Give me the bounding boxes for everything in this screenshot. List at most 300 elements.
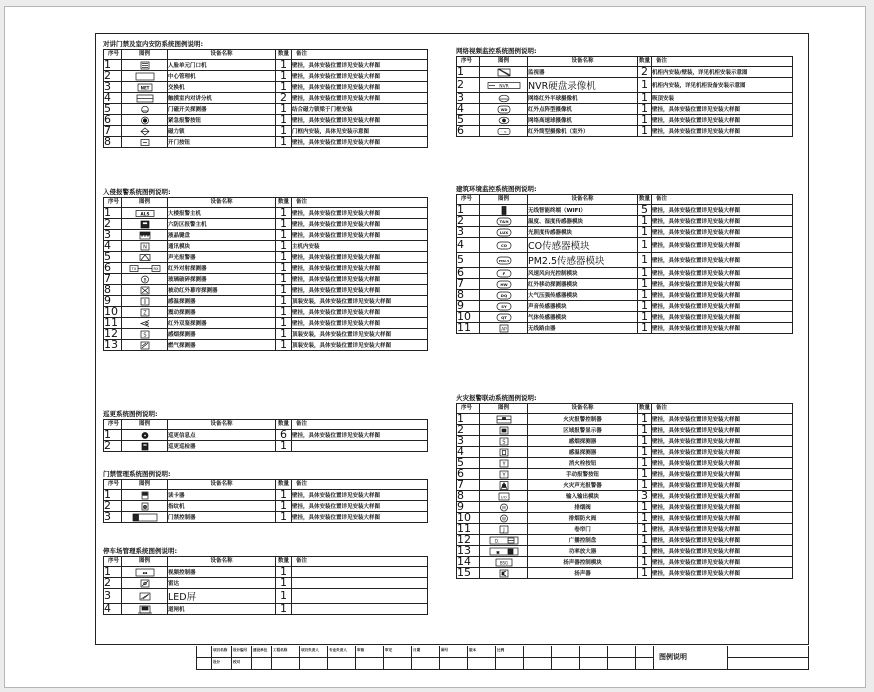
blank-rect-icon [122, 71, 168, 82]
device-name: 大气压强传感器模块 [528, 290, 638, 301]
row-number: 1 [457, 67, 480, 78]
device-name: 红外对射探测器 [168, 263, 276, 274]
row-number: 9 [457, 502, 480, 513]
device-remark: 壁挂，具体安装位置详见安装大样图 [292, 430, 428, 441]
device-name: 震动探测器 [168, 307, 276, 318]
header-icon: 图例 [122, 480, 168, 490]
barrier-gate-icon-graphic [127, 605, 163, 614]
device-quantity: 2 [638, 67, 652, 78]
device-remark [292, 441, 428, 452]
header-no: 序号 [104, 420, 122, 430]
legend-table [103, 419, 428, 452]
table-row [457, 502, 793, 513]
row-number: 2 [457, 216, 480, 227]
device-quantity: 1 [638, 312, 652, 323]
row-number: 2 [104, 219, 122, 230]
device-remark: 壁挂，具体安装位置详见安装大样图 [292, 60, 428, 71]
z-box-icon-graphic [127, 308, 163, 317]
row-number: 6 [457, 268, 480, 279]
siren-icon-graphic [127, 253, 163, 262]
indoor-unit-icon-graphic [127, 94, 163, 103]
drawing-name: 图例说明 [659, 653, 687, 661]
table-row [457, 447, 793, 458]
table-row [104, 296, 428, 307]
device-name: 无线智能终端（WIFI） [528, 205, 638, 216]
header-icon: 图例 [480, 404, 528, 414]
title-block-divider [653, 646, 654, 669]
device-remark: 壁挂，具体安装位置详见安装大样图 [292, 490, 428, 501]
device-remark: 壁挂，具体安装位置详见安装大样图 [292, 318, 428, 329]
fire-host-icon [480, 414, 528, 425]
device-name: 读卡器 [168, 490, 276, 501]
device-name: 卷帘门 [528, 524, 638, 535]
barrier-gate-icon [122, 604, 168, 615]
device-quantity: 1 [276, 230, 292, 241]
table-row [104, 567, 428, 578]
device-remark: 壁挂，具体安装位置详见安装大样图 [652, 502, 793, 513]
row-number: 4 [457, 104, 480, 115]
device-remark: 吸顶安装 [652, 93, 793, 104]
table-row [104, 82, 428, 93]
device-quantity: 6 [276, 430, 292, 441]
svg-text:Y: Y [501, 472, 506, 478]
device-remark: 壁挂，具体安装位置详见安装大样图 [652, 535, 793, 546]
device-name: 排烟防火阀 [528, 513, 638, 524]
row-number: 6 [104, 115, 122, 126]
n-box-icon [122, 241, 168, 252]
title-block-cell: 图号 [441, 648, 449, 652]
row-number: 1 [457, 205, 480, 216]
table-row [104, 430, 428, 441]
device-quantity: 1 [638, 568, 652, 579]
device-remark: 门框内安装，具体见安装示意图 [292, 126, 428, 137]
device-quantity: 1 [276, 208, 292, 219]
table-row [104, 60, 428, 71]
patrol-point-icon [122, 430, 168, 441]
device-name: 扬声器 [528, 568, 638, 579]
table-row [104, 263, 428, 274]
section-title: 巡更系统图例说明: [103, 410, 158, 418]
device-quantity: 1 [276, 307, 292, 318]
fire-siren-icon [480, 480, 528, 491]
device-remark: 壁挂，具体安装位置详见安装大样图 [652, 568, 793, 579]
device-remark: 壁挂，具体安装位置详见安装大样图 [652, 425, 793, 436]
title-block [196, 646, 809, 670]
ap-icon [480, 323, 528, 334]
table-row [104, 252, 428, 263]
device-quantity: 1 [638, 425, 652, 436]
radar-icon [122, 578, 168, 589]
device-remark: 壁挂，具体安装位置详见安装大样图 [292, 208, 428, 219]
table-row [104, 93, 428, 104]
row-number: 13 [457, 546, 480, 557]
device-name: 手动报警按钮 [528, 469, 638, 480]
table-row [104, 441, 428, 452]
header-no: 序号 [457, 195, 480, 205]
device-name: 门磁开关探测器 [168, 104, 276, 115]
blank-rect-icon-graphic [127, 72, 163, 81]
header-icon: 图例 [122, 420, 168, 430]
row-number: 7 [457, 480, 480, 491]
device-quantity: 1 [276, 115, 292, 126]
device-quantity: 1 [638, 480, 652, 491]
svg-text:ALS: ALS [140, 210, 149, 216]
device-remark: 顶装安装，具体安装位置详见安装大样图 [292, 340, 428, 351]
device-remark: 结合磁力锁梁于门框安装 [292, 104, 428, 115]
wind-sensor-icon-graphic [486, 269, 522, 278]
svg-text:J: J [502, 527, 505, 533]
row-number: 4 [457, 447, 480, 458]
controller-icon-graphic [127, 513, 163, 522]
device-quantity: 1 [638, 290, 652, 301]
pm-sensor-icon-graphic [486, 256, 522, 265]
table-row [457, 268, 793, 279]
hydrant-button-icon-graphic [486, 459, 522, 468]
row-number: 3 [457, 436, 480, 447]
speed-dome-icon [480, 115, 528, 126]
keyboard-icon-graphic [127, 231, 163, 240]
smoke-box-icon [122, 329, 168, 340]
io-module-icon-graphic [486, 492, 522, 501]
header-no: 序号 [457, 404, 480, 414]
svg-text:PM2.5: PM2.5 [498, 258, 509, 263]
device-name: 排烟阀 [528, 502, 638, 513]
alarm-button-icon [122, 115, 168, 126]
device-quantity: 1 [638, 447, 652, 458]
legend-table [456, 403, 793, 579]
device-remark: 壁挂，具体安装位置详见安装大样图 [292, 230, 428, 241]
svg-text:▣: ▣ [495, 548, 500, 554]
row-number: 6 [104, 263, 122, 274]
gas-detector-icon-graphic [127, 341, 163, 350]
header-remark: 备注 [292, 198, 428, 208]
device-remark: 壁挂，具体安装位置详见安装大样图 [652, 216, 793, 227]
fire-display-icon [480, 425, 528, 436]
device-quantity: 1 [638, 268, 652, 279]
device-quantity: 1 [638, 253, 652, 268]
device-name: 感烟探测器 [168, 329, 276, 340]
row-number: 7 [104, 274, 122, 285]
device-remark [292, 589, 428, 604]
device-remark: 壁挂，具体安装位置详见安装大样图 [292, 71, 428, 82]
speaker-icon-graphic [486, 569, 522, 578]
device-quantity: 1 [638, 414, 652, 425]
device-name: 触摸室内对讲分机 [168, 93, 276, 104]
device-name: 输入输出模块 [528, 491, 638, 502]
svg-text:Y: Y [501, 461, 506, 467]
heat-detector-icon-graphic [127, 297, 163, 306]
header-qty: 数量 [638, 195, 652, 205]
device-remark: 壁挂，具体安装位置详见安装大样图 [652, 290, 793, 301]
fire-host-icon-graphic [486, 415, 522, 424]
exit-button-icon [122, 137, 168, 148]
device-remark: 机柜内安装，详见机柜设备安装示意图 [652, 78, 793, 93]
svg-text:LUX: LUX [499, 229, 508, 235]
device-name: 液晶键盘 [168, 230, 276, 241]
svg-text:RX: RX [153, 266, 158, 271]
device-remark: 壁挂，具体安装位置详见安装大样图 [652, 227, 793, 238]
device-quantity: 1 [276, 340, 292, 351]
device-quantity: 1 [638, 502, 652, 513]
dome-camera-icon-graphic [486, 94, 522, 103]
device-quantity: 1 [276, 285, 292, 296]
table-row [104, 71, 428, 82]
device-name: 网络红外半球摄像机 [528, 93, 638, 104]
sound-sensor-icon [480, 301, 528, 312]
table-row [104, 340, 428, 351]
gas-detector-icon [122, 340, 168, 351]
device-quantity: 1 [276, 82, 292, 93]
device-remark: 壁挂，具体安装位置详见安装大样图 [292, 307, 428, 318]
device-remark: 顶装安装，具体安装位置详见安装大样图 [292, 296, 428, 307]
device-name: 光照度传感器模块 [528, 227, 638, 238]
glass-break-icon [122, 274, 168, 285]
legend-table [103, 197, 428, 351]
header-remark: 备注 [652, 57, 793, 67]
row-number: 5 [457, 458, 480, 469]
table-row [457, 425, 793, 436]
table-row [104, 219, 428, 230]
table-row [457, 216, 793, 227]
table-row [457, 253, 793, 268]
svg-text:W: W [501, 515, 506, 521]
video-controller-icon [122, 567, 168, 578]
table-row [457, 78, 793, 93]
device-name: 视频控制器 [168, 567, 276, 578]
title-block-cell: 建设单位 [253, 648, 268, 652]
row-number: 1 [104, 60, 122, 71]
row-number: 5 [457, 115, 480, 126]
radar-icon-graphic [127, 579, 163, 588]
legend-table [103, 49, 428, 148]
device-quantity: 1 [276, 329, 292, 340]
header-qty: 数量 [276, 480, 292, 490]
led-screen-icon-graphic [127, 592, 163, 601]
title-block-cell: 项目名称 [213, 648, 228, 652]
row-number: 2 [457, 425, 480, 436]
header-remark: 备注 [652, 195, 793, 205]
ir-camera-icon-graphic [486, 127, 522, 136]
device-remark: 壁挂，具体安装位置详见安装大样图 [292, 252, 428, 263]
legend-table [456, 194, 793, 334]
section-title: 入侵报警系统图例说明: [103, 188, 171, 196]
fire-valve-icon [480, 513, 528, 524]
device-quantity: 1 [638, 469, 652, 480]
title-block-cell: 工程名称 [273, 648, 288, 652]
als-box-icon-graphic [127, 209, 163, 218]
title-block-cell: 校对 [233, 660, 241, 664]
header-name: 设备名称 [168, 50, 276, 60]
svg-text:S: S [501, 439, 506, 445]
video-controller-icon-graphic [127, 568, 163, 577]
header-remark: 备注 [292, 480, 428, 490]
row-number: 8 [457, 290, 480, 301]
device-name: 区域报警显示器 [528, 425, 638, 436]
table-row [457, 126, 793, 137]
device-name: 感温探测器 [168, 296, 276, 307]
title-block-divider [197, 657, 653, 658]
header-qty: 数量 [276, 198, 292, 208]
broadcast-panel-icon [480, 535, 528, 546]
row-number: 2 [104, 71, 122, 82]
device-remark: 壁挂，具体安装位置详见安装大样图 [652, 253, 793, 268]
infrared-icon-graphic [127, 319, 163, 328]
device-remark [292, 567, 428, 578]
header-qty: 数量 [276, 557, 292, 567]
bullet-camera-icon [480, 104, 528, 115]
title-block-cell: 比例 [497, 648, 505, 652]
device-remark [292, 604, 428, 615]
card-reader-icon-graphic [127, 491, 163, 500]
header-name: 设备名称 [168, 420, 276, 430]
row-number: 4 [457, 238, 480, 253]
device-name: 燃气探测器 [168, 340, 276, 351]
table-row [457, 546, 793, 557]
table-row [457, 458, 793, 469]
device-name: 指纹机 [168, 501, 276, 512]
patrol-reader-icon-graphic [127, 442, 163, 451]
ir-camera-icon [480, 126, 528, 137]
device-name: 通讯模块 [168, 241, 276, 252]
pm-sensor-icon [480, 253, 528, 268]
device-remark: 壁挂，具体安装位置详见安装大样图 [652, 480, 793, 491]
amplifier-icon-graphic [486, 547, 522, 556]
device-quantity: 1 [276, 252, 292, 263]
svg-text:Z: Z [142, 310, 147, 316]
fire-legend [456, 394, 792, 579]
speaker-icon [480, 568, 528, 579]
table-row [457, 205, 793, 216]
device-remark: 壁挂，具体安装位置详见安装大样图 [652, 301, 793, 312]
glass-break-icon-graphic [127, 275, 163, 284]
table-row [104, 115, 428, 126]
dual-tech-icon-graphic [127, 286, 163, 295]
device-quantity: 1 [276, 241, 292, 252]
table-row [457, 290, 793, 301]
table-row [457, 93, 793, 104]
device-name: 红外筒型摄像机（室外） [528, 126, 638, 137]
row-number: 5 [104, 104, 122, 115]
table-row [457, 104, 793, 115]
smoke-detector-icon [480, 436, 528, 447]
th-sensor-icon-graphic [486, 217, 522, 226]
co-sensor-icon-graphic [486, 241, 522, 250]
fire-valve-icon-graphic [486, 514, 522, 523]
header-no: 序号 [104, 557, 122, 567]
device-quantity: 1 [276, 567, 292, 578]
svg-text:SY: SY [500, 303, 507, 309]
row-number: 3 [104, 512, 122, 523]
header-name: 设备名称 [168, 557, 276, 567]
row-number: 2 [457, 78, 480, 93]
device-name: 开门按钮 [168, 137, 276, 148]
device-quantity: 1 [638, 301, 652, 312]
device-remark: 机柜内安装/壁装，详见机柜安装示意图 [652, 67, 793, 78]
row-number: 5 [104, 252, 122, 263]
row-number: 11 [457, 524, 480, 535]
device-quantity: 1 [276, 441, 292, 452]
device-quantity: 5 [638, 205, 652, 216]
table-row [104, 208, 428, 219]
title-block-divider [727, 657, 809, 658]
row-number: 7 [104, 126, 122, 137]
row-number: 2 [104, 578, 122, 589]
device-name: 巡更巡检器 [168, 441, 276, 452]
device-quantity: 1 [638, 238, 652, 253]
svg-text:AP: AP [500, 325, 507, 331]
device-name: 中心管理机 [168, 71, 276, 82]
device-quantity: 1 [276, 219, 292, 230]
row-number: 2 [104, 441, 122, 452]
header-name: 设备名称 [168, 480, 276, 490]
lux-sensor-icon [480, 227, 528, 238]
fire-siren-icon-graphic [486, 481, 522, 490]
damper-icon [480, 502, 528, 513]
manual-alarm-icon [480, 469, 528, 480]
svg-text:NET: NET [140, 84, 149, 90]
row-number: 11 [104, 318, 122, 329]
grid-panel-icon [122, 60, 168, 71]
device-name: 消火栓按钮 [528, 458, 638, 469]
device-name: 玻璃破碎探测器 [168, 274, 276, 285]
nvr-icon [480, 78, 528, 93]
dome-camera-icon [480, 93, 528, 104]
exit-button-icon-graphic [127, 138, 163, 147]
header-remark: 备注 [292, 50, 428, 60]
device-remark: 壁挂，具体安装位置详见安装大样图 [652, 115, 793, 126]
device-name: 磁力锁 [168, 126, 276, 137]
row-number: 5 [457, 253, 480, 268]
device-remark: 壁挂，具体安装位置详见安装大样图 [292, 501, 428, 512]
device-name: NVR硬盘录像机 [528, 78, 638, 93]
device-name: 交换机 [168, 82, 276, 93]
table-row [104, 512, 428, 523]
device-quantity: 1 [276, 318, 292, 329]
intercom-legend [103, 40, 427, 148]
table-row [104, 329, 428, 340]
device-name: PM2.5传感器模块 [528, 253, 638, 268]
row-number: 3 [104, 82, 122, 93]
sound-sensor-icon-graphic [486, 302, 522, 311]
svg-text:I/O: I/O [500, 493, 507, 499]
speed-dome-icon-graphic [486, 116, 522, 125]
device-remark: 壁挂，具体安装位置详见安装大样图 [292, 263, 428, 274]
svg-text:DQ: DQ [500, 292, 507, 298]
row-number: 15 [457, 568, 480, 579]
cctv-legend [456, 47, 792, 137]
gas-sensor-icon [480, 312, 528, 323]
header-qty: 数量 [638, 404, 652, 414]
device-quantity: 1 [638, 535, 652, 546]
device-remark: 壁挂，具体安装位置详见安装大样图 [652, 436, 793, 447]
device-name: 红外移动探测器模块 [528, 279, 638, 290]
device-quantity: 2 [276, 93, 292, 104]
table-row [104, 578, 428, 589]
row-number: 1 [457, 414, 480, 425]
table-row [457, 301, 793, 312]
device-remark: 壁挂，具体安装位置详见安装大样图 [292, 285, 428, 296]
broadcast-panel-icon-graphic [486, 536, 522, 545]
device-remark: 壁挂，具体安装位置详见安装大样图 [652, 546, 793, 557]
parking-legend [103, 547, 427, 615]
hdd-box-icon [480, 67, 528, 78]
section-title: 停车场管理系统图例说明: [103, 547, 178, 555]
header-qty: 数量 [276, 50, 292, 60]
header-icon: 图例 [480, 57, 528, 67]
device-remark: 壁挂，具体安装位置详见安装大样图 [652, 279, 793, 290]
header-no: 序号 [104, 198, 122, 208]
device-quantity: 1 [638, 513, 652, 524]
